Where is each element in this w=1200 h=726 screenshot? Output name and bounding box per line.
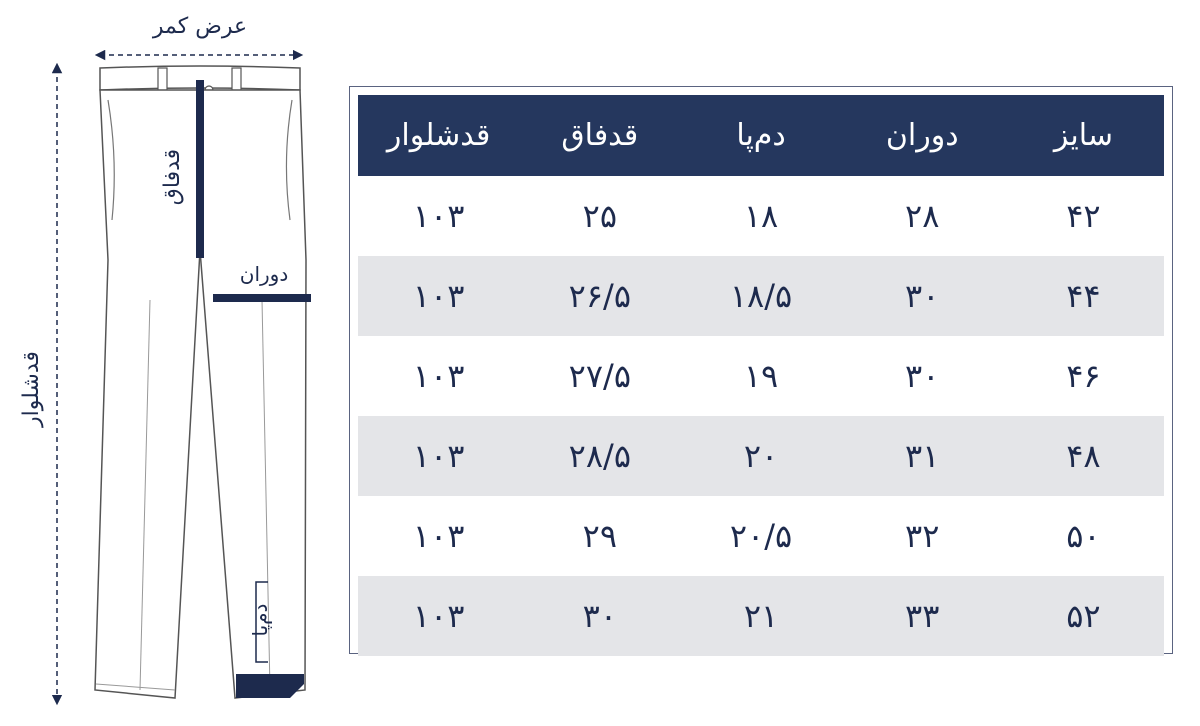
cell: ۱۰۳: [358, 256, 519, 336]
header-length: قدشلوار: [358, 95, 519, 176]
header-hem: دم‌پا: [680, 95, 841, 176]
header-size: سایز: [1003, 95, 1164, 176]
cell: ۴۲: [1066, 197, 1101, 235]
table-row: [358, 336, 1164, 416]
cell: ۴۶: [1066, 357, 1101, 395]
cell: ۲۸: [905, 197, 940, 235]
cell: ۳۰: [519, 576, 680, 656]
cell: ۲۶/۵: [519, 256, 680, 336]
cell: ۲۰/۵: [729, 517, 793, 555]
cell: ۴۸: [1003, 416, 1164, 496]
cell: ۱۹: [743, 357, 779, 395]
cell: ۲۷/۵: [568, 357, 632, 395]
pants-diagram: [0, 0, 340, 726]
table-row: [358, 256, 1164, 336]
cell: ۲۹: [582, 517, 618, 555]
table-row: [358, 416, 1164, 496]
cell: ۳۰: [842, 256, 1003, 336]
cell: ۳۰: [905, 357, 940, 395]
cell: ۴۴: [1003, 256, 1164, 336]
cell: ۱۰۳: [412, 517, 465, 555]
cell: ۵۰: [1066, 517, 1101, 555]
cell: ۱۰۳: [412, 197, 465, 235]
table-row: [358, 576, 1164, 656]
cell: ۱۸: [743, 197, 779, 235]
cell: ۲۱: [680, 576, 841, 656]
waist-label: عرض کمر: [152, 14, 248, 39]
inseam-label: قدفاق: [160, 148, 185, 206]
cell: ۳۳: [842, 576, 1003, 656]
size-table: [358, 95, 1164, 656]
table-row: [358, 176, 1164, 256]
cell: ۱۸/۵: [680, 256, 841, 336]
cell: ۲۵: [582, 197, 618, 235]
table-row: [358, 496, 1164, 576]
cell: ۲۰: [680, 416, 841, 496]
cell: ۳۱: [842, 416, 1003, 496]
hem-label: دم‌پا: [248, 603, 272, 637]
inseam-marker: [196, 80, 204, 258]
cell: ۱۰۳: [358, 576, 519, 656]
cell: ۵۲: [1003, 576, 1164, 656]
header-thigh: دوران: [842, 95, 1003, 176]
hem-marker: [236, 674, 304, 698]
cell: ۱۰۳: [412, 357, 465, 395]
header-inseam: قدفاق: [519, 95, 680, 176]
thigh-marker: [213, 294, 311, 302]
thigh-label: دوران: [239, 262, 289, 286]
length-label: قدشلوار: [19, 351, 44, 427]
cell: ۳۲: [905, 517, 940, 555]
size-table-frame: [349, 86, 1173, 654]
cell: ۱۰۳: [358, 416, 519, 496]
pants-illustration: [0, 0, 340, 726]
cell: ۲۸/۵: [519, 416, 680, 496]
header-row: [358, 95, 1164, 176]
